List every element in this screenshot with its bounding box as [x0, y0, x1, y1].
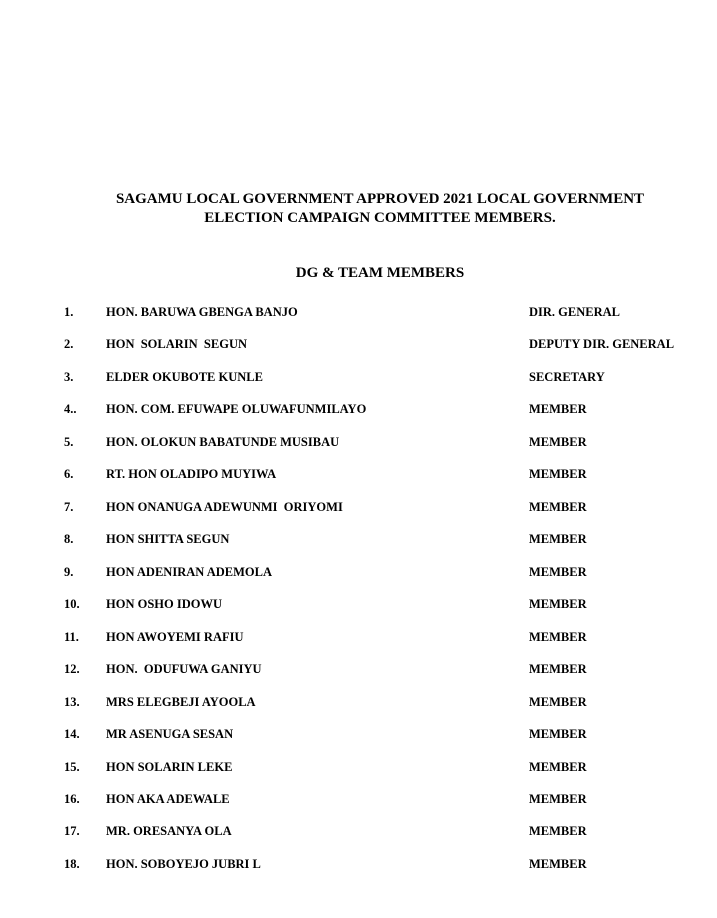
- member-role: MEMBER: [529, 402, 587, 416]
- title-line-1: SAGAMU LOCAL GOVERNMENT APPROVED 2021 LOCAL GOVERNMENT: [115, 191, 645, 207]
- member-name: HON. BARUWA GBENGA BANJO: [106, 305, 298, 319]
- member-number: 18.: [64, 857, 80, 871]
- member-number: 1.: [64, 305, 74, 319]
- member-name: HON SHITTA SEGUN: [106, 532, 230, 546]
- member-role: MEMBER: [529, 500, 587, 514]
- member-row: [0, 465, 717, 483]
- member-role: MEMBER: [529, 630, 587, 644]
- member-role: MEMBER: [529, 857, 587, 871]
- member-name: HON. COM. EFUWAPE OLUWAFUNMILAYO: [106, 402, 367, 416]
- member-row: [0, 790, 717, 808]
- member-role: DEPUTY DIR. GENERAL: [529, 337, 675, 351]
- member-role: MEMBER: [529, 597, 587, 611]
- member-name: HON ADENIRAN ADEMOLA: [106, 565, 272, 579]
- member-number: 11.: [64, 630, 79, 644]
- member-number: 2.: [64, 337, 74, 351]
- member-row: [0, 335, 717, 353]
- member-role: MEMBER: [529, 824, 587, 838]
- member-row: [0, 400, 717, 418]
- member-role: MEMBER: [529, 662, 587, 676]
- document-title: [60, 190, 700, 228]
- title-line-2: ELECTION CAMPAIGN COMMITTEE MEMBERS.: [204, 210, 556, 226]
- member-row: [0, 498, 717, 516]
- member-name: HON. ODUFUWA GANIYU: [106, 662, 262, 676]
- member-row: [0, 530, 717, 548]
- member-role: MEMBER: [529, 565, 587, 579]
- member-role: MEMBER: [529, 760, 587, 774]
- member-role: MEMBER: [529, 532, 587, 546]
- member-role: MEMBER: [529, 792, 587, 806]
- member-role: MEMBER: [529, 467, 587, 481]
- member-number: 16.: [64, 792, 80, 806]
- member-number: 3.: [64, 370, 74, 384]
- member-number: 17.: [64, 824, 80, 838]
- member-name: HON SOLARIN SEGUN: [106, 337, 247, 351]
- section-heading: DG & TEAM MEMBERS: [295, 265, 465, 281]
- member-role: DIR. GENERAL: [529, 305, 620, 319]
- member-row: [0, 563, 717, 581]
- member-row: [0, 303, 717, 321]
- member-name: RT. HON OLADIPO MUYIWA: [106, 467, 277, 481]
- member-number: 13.: [64, 695, 80, 709]
- member-name: MR. ORESANYA OLA: [106, 824, 232, 838]
- member-number: 6.: [64, 467, 74, 481]
- member-number: 5.: [64, 435, 74, 449]
- member-name: HON. SOBOYEJO JUBRI L: [106, 857, 261, 871]
- member-number: 7.: [64, 500, 74, 514]
- member-number: 8.: [64, 532, 74, 546]
- member-row: [0, 758, 717, 776]
- member-name: HON AWOYEMI RAFIU: [106, 630, 244, 644]
- member-number: 15.: [64, 760, 80, 774]
- member-row: [0, 368, 717, 386]
- member-name: ELDER OKUBOTE KUNLE: [106, 370, 263, 384]
- member-row: [0, 660, 717, 678]
- member-name: HON OSHO IDOWU: [106, 597, 222, 611]
- member-name: MR ASENUGA SESAN: [106, 727, 234, 741]
- member-row: [0, 433, 717, 451]
- member-name: MRS ELEGBEJI AYOOLA: [106, 695, 256, 709]
- member-role: SECRETARY: [529, 370, 605, 384]
- member-role: MEMBER: [529, 435, 587, 449]
- member-row: [0, 725, 717, 743]
- member-name: HON ONANUGA ADEWUNMI ORIYOMI: [106, 500, 343, 514]
- member-row: [0, 595, 717, 613]
- member-number: 4..: [64, 402, 77, 416]
- member-role: MEMBER: [529, 727, 587, 741]
- member-role: MEMBER: [529, 695, 587, 709]
- member-row: [0, 855, 717, 873]
- member-number: 12.: [64, 662, 80, 676]
- member-name: HON SOLARIN LEKE: [106, 760, 233, 774]
- member-row: [0, 628, 717, 646]
- member-name: HON. OLOKUN BABATUNDE MUSIBAU: [106, 435, 340, 449]
- member-number: 9.: [64, 565, 74, 579]
- member-number: 14.: [64, 727, 80, 741]
- member-number: 10.: [64, 597, 80, 611]
- member-name: HON AKA ADEWALE: [106, 792, 230, 806]
- member-row: [0, 822, 717, 840]
- member-row: [0, 693, 717, 711]
